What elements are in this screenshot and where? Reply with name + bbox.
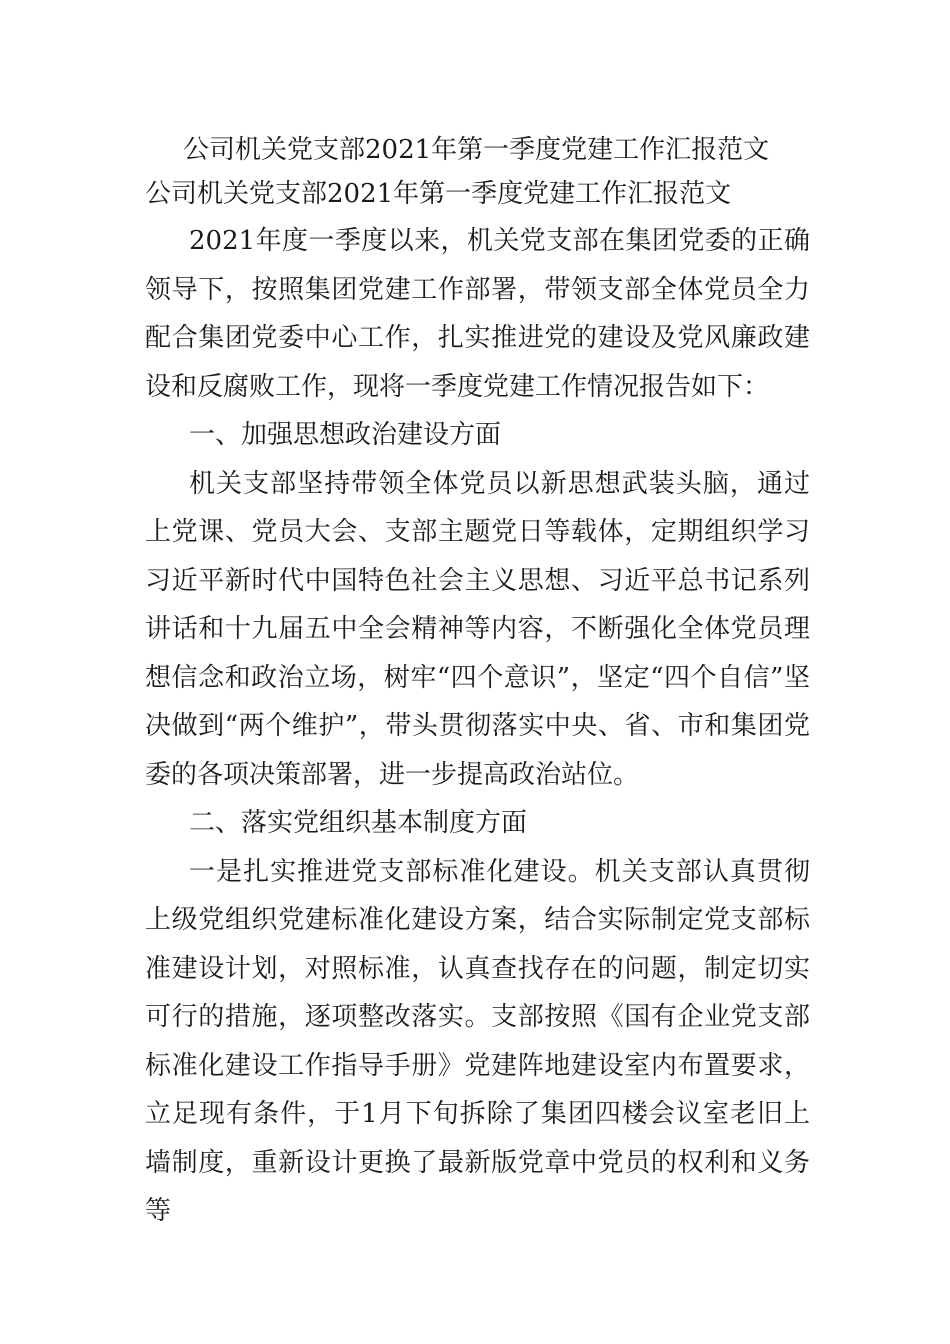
- document-title-repeat: 公司机关党支部2021年第一季度党建工作汇报范文: [145, 179, 732, 209]
- section-1-paragraph: 机关支部坚持带领全体党员以新思想武装头脑，通过上党课、党员大会、支部主题党日等载体，定期组织学习习近平新时代中国特色社会主义思想、习近平总书记系列讲话和十九届五中全会精神等内容，不断强化全体党员理想信念和政治立场，树牢“四个意识”，坚定“四个自信”坚决做到“两个维护”，带头贯彻落实中央、省、市和集团党委的各项决策部署，进一步提高政治站位。: [145, 468, 810, 790]
- document-page: [145, 133, 810, 1236]
- intro-paragraph: 2021年度一季度以来，机关党支部在集团党委的正确领导下，按照集团党建工作部署，带领支部全体党员全力配合集团党委中心工作，扎实推进党的建设及党风廉政建设和反腐败工作，现将一季度党建工作情况报告如下：: [145, 226, 810, 402]
- section-1-heading: 一、加强思想政治建设方面: [189, 420, 502, 450]
- section-2-heading: 二、落实党组织基本制度方面: [189, 808, 528, 838]
- section-2-paragraph: 一是扎实推进党支部标准化建设。机关支部认真贯彻上级党组织党建标准化建设方案，结合实际制定党支部标准建设计划，对照标准，认真查找存在的问题，制定切实可行的措施，逐项整改落实。支部按照《国有企业党支部标准化建设工作指导手册》党建阵地建设室内布置要求，立足现有条件，于1月下旬拆除了集团四楼会议室老旧上墙制度，重新设计更换了最新版党章中党员的权利和义务等: [145, 856, 810, 1226]
- document-title: 公司机关党支部2021年第一季度党建工作汇报范文: [183, 135, 770, 165]
